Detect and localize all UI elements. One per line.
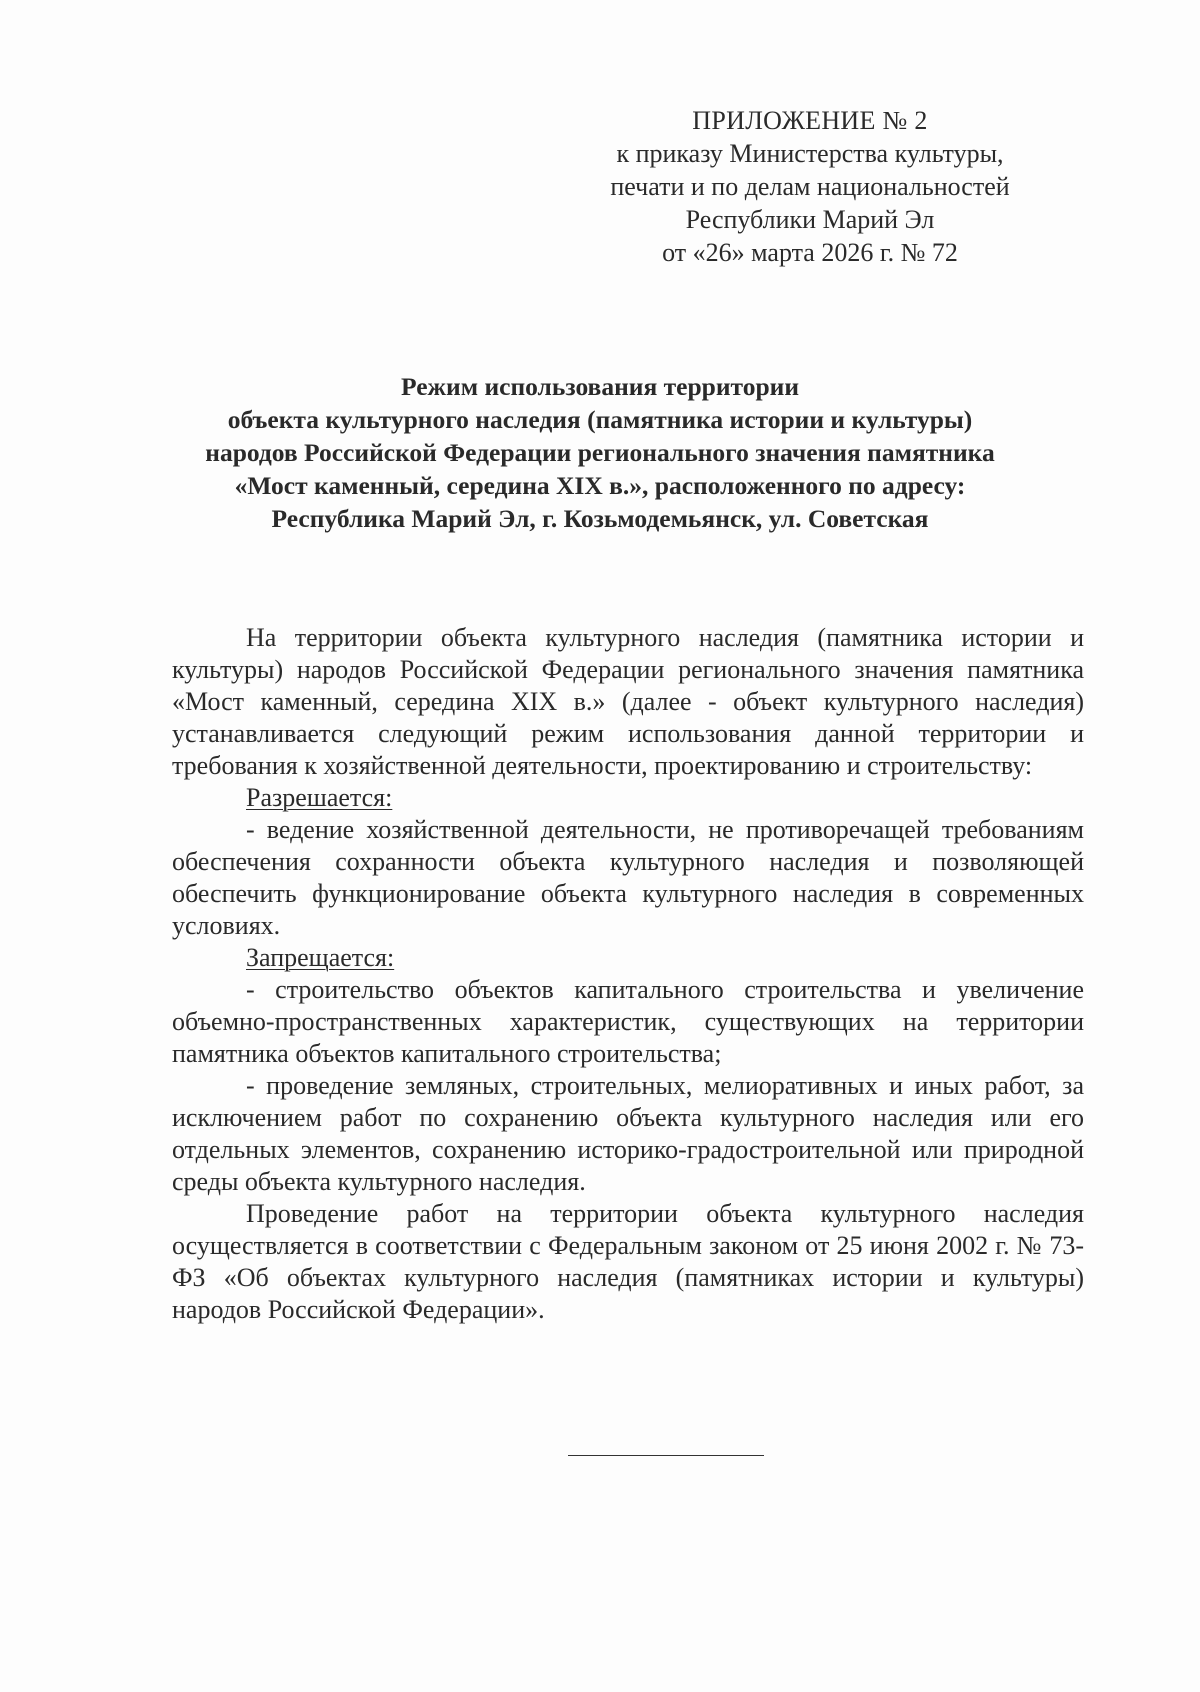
forbidden-item-works: - проведение земляных, строительных, мелиоративных и иных работ, за исключением работ по сохранению объекта культурного наследия или его отдельных элементов, сохранению историко-градостроительной или природной среды объекта культурного наследия. <box>172 1071 1084 1196</box>
forbidden-heading-text: Запрещается: <box>246 943 395 972</box>
document-title <box>150 370 1050 535</box>
annex-line-order: к приказу Министерства культуры, <box>616 139 1004 168</box>
title-line-5: Республика Марий Эл, г. Козьмодемьянск, ул. Советская <box>271 504 929 533</box>
title-line-2: объекта культурного наследия (памятника истории и культуры) <box>227 405 973 434</box>
annex-line-republic: Республики Марий Эл <box>685 205 935 234</box>
allowed-heading <box>172 782 1084 814</box>
forbidden-heading <box>172 942 1084 974</box>
title-line-3: народов Российской Федерации регионального значения памятника <box>205 438 995 467</box>
forbidden-item-construction: - строительство объектов капитального строительства и увеличение объемно-пространственных характеристик, существующих на территории памятника объектов капитального строительства; <box>172 975 1084 1068</box>
annex-title: ПРИЛОЖЕНИЕ № 2 <box>692 106 928 135</box>
annex-line-date: от «26» марта 2026 г. № 72 <box>662 238 958 267</box>
title-line-1: Режим использования территории <box>400 372 800 401</box>
title-line-4: «Мост каменный, середина XIX в.», расположенного по адресу: <box>234 471 966 500</box>
allowed-heading-text: Разрешается: <box>246 783 393 812</box>
closing-paragraph: Проведение работ на территории объекта культурного наследия осуществляется в соответствии с Федеральным законом от 25 июня 2002 г. № 73-ФЗ «Об объектах культурного наследия (памятниках истории и культуры) народов Российской Федерации». <box>172 1199 1084 1324</box>
intro-paragraph: На территории объекта культурного наследия (памятника истории и культуры) народов Российской Федерации регионального значения памятника «Мост каменный, середина XIX в.» (далее - объект культурного наследия) устанавливается следующий режим использования данной территории и требования к хозяйственной деятельности, проектированию и строительству: <box>172 623 1084 780</box>
end-divider <box>568 1455 764 1456</box>
document-body <box>172 622 1084 1326</box>
annex-line-ministry: печати и по делам национальностей <box>610 172 1010 201</box>
annex-header <box>520 104 1100 269</box>
allowed-item: - ведение хозяйственной деятельности, не противоречащей требованиям обеспечения сохранности объекта культурного наследия и позволяющей обеспечить функционирование объекта культурного наследия в современных условиях. <box>172 815 1084 940</box>
